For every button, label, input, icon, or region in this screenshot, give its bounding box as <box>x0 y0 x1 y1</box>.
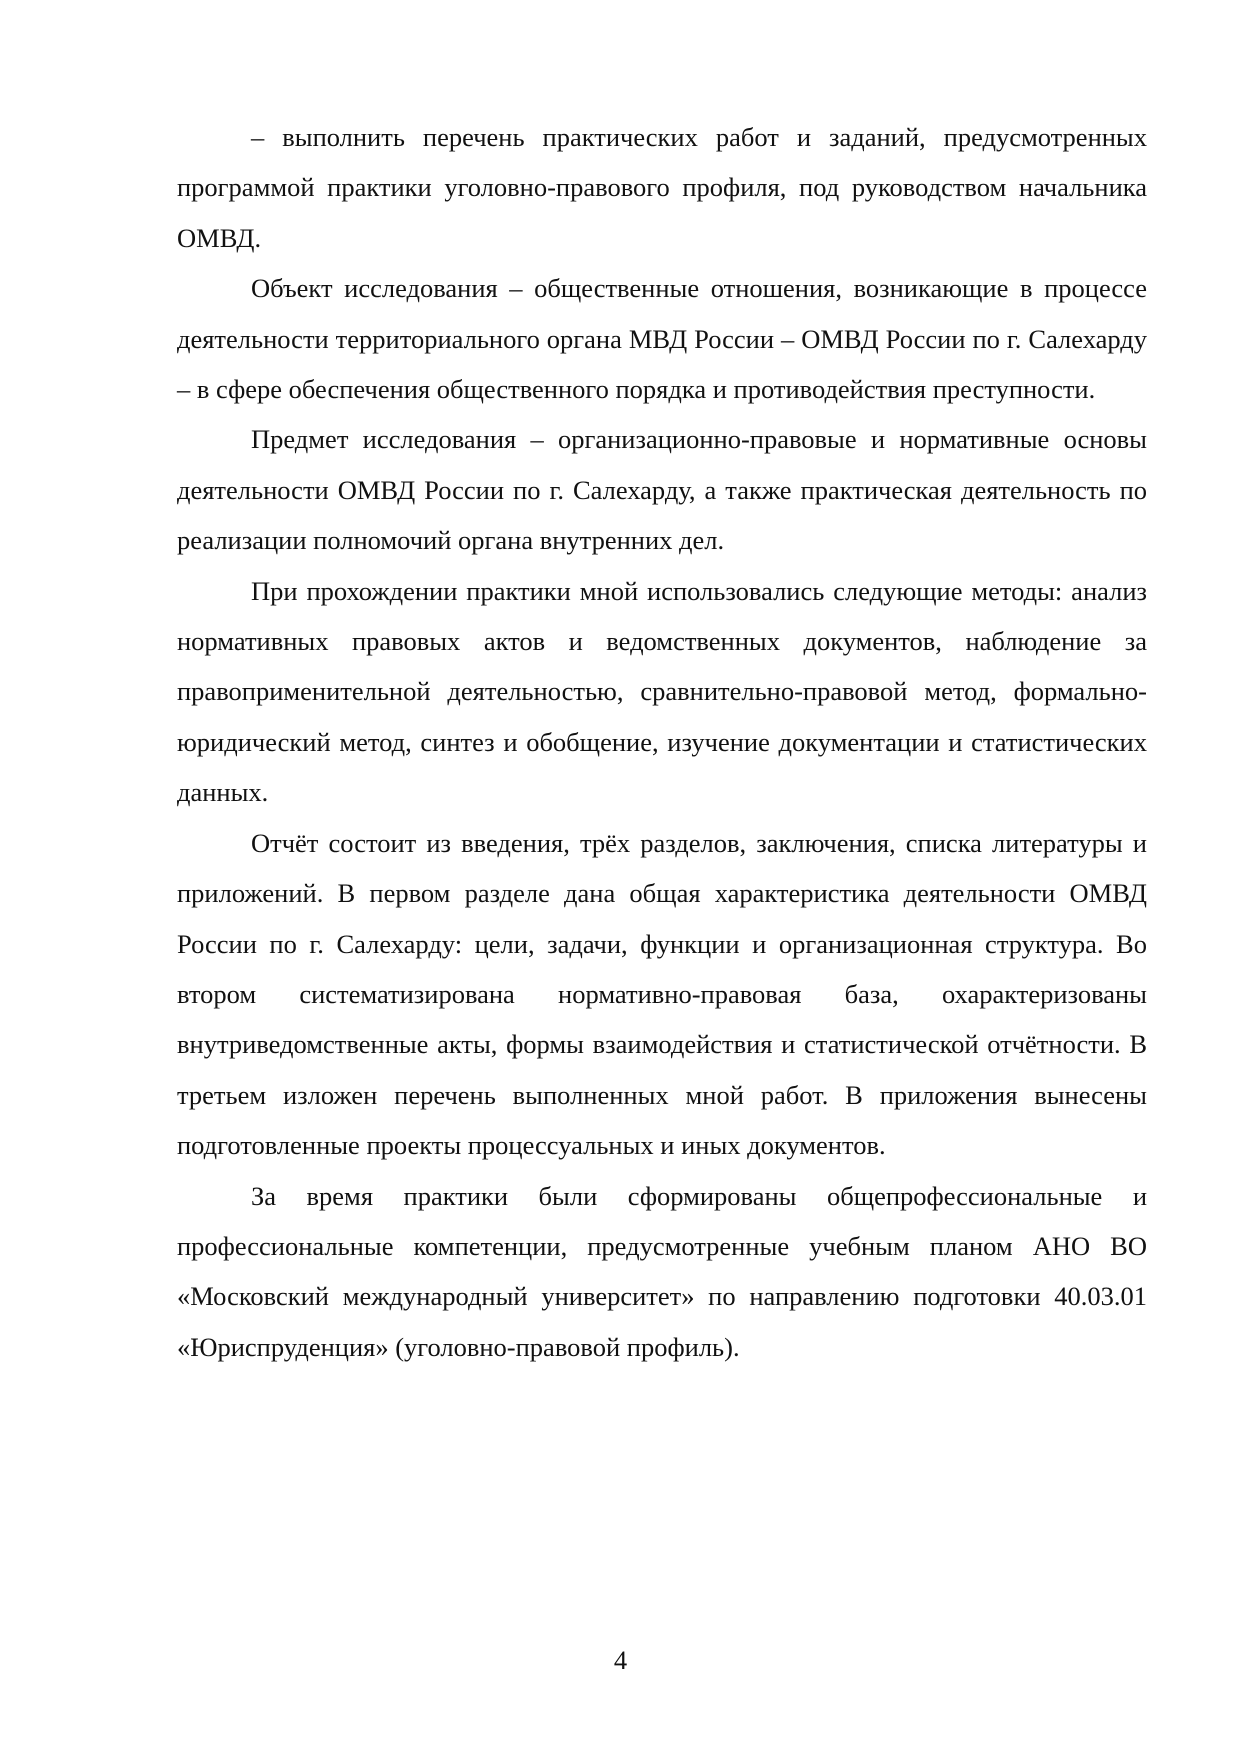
paragraph-research-subject: Предмет исследования – организационно-правовые и нормативные основы деятельности ОМВД России по г. Салехарду, а также практическая деятельность по реализации полномочий органа внутренних дел. <box>177 424 1147 556</box>
paragraph-task-list-item: – выполнить перечень практических работ и заданий, предусмотренных программой практики уголовно-правового профиля, под руководством начальника ОМВД. <box>177 122 1147 253</box>
paragraph-methods: При прохождении практики мной использовались следующие методы: анализ нормативных правовых актов и ведомственных документов, наблюдение за правоприменительной деятельностью, сравнительно-правовой метод, формально-юридический метод, синтез и обобщение, изучение документации и статистических данных. <box>177 575 1147 808</box>
paragraph-report-structure: Отчёт состоит из введения, трёх разделов, заключения, списка литературы и приложений. В первом разделе дана общая характеристика деятельности ОМВД России по г. Салехарду: цели, задачи, функции и организационная структура. Во втором систематизирована нормативно-правовая база, охарактеризованы внутриведомственные акты, формы взаимодействия и статистической отчётности. В третьем изложен перечень выполненных мной работ. В приложения вынесены подготовленные проекты процессуальных и иных документов. <box>177 827 1147 1161</box>
paragraph-competencies: За время практики были сформированы общепрофессиональные и профессиональные компетенции, предусмотренные учебным планом АНО ВО «Московский международный университет» по направлению подготовки 40.03.01 «Юриспруденция» (уголовно-правовой профиль). <box>177 1180 1147 1362</box>
paragraph-research-object: Объект исследования – общественные отношения, возникающие в процессе деятельности территориального органа МВД России – ОМВД России по г. Салехарду – в сфере обеспечения общественного порядка и противодействия преступности. <box>177 273 1147 405</box>
body-text <box>177 112 1147 1372</box>
page-number: 4 <box>613 1645 628 1675</box>
